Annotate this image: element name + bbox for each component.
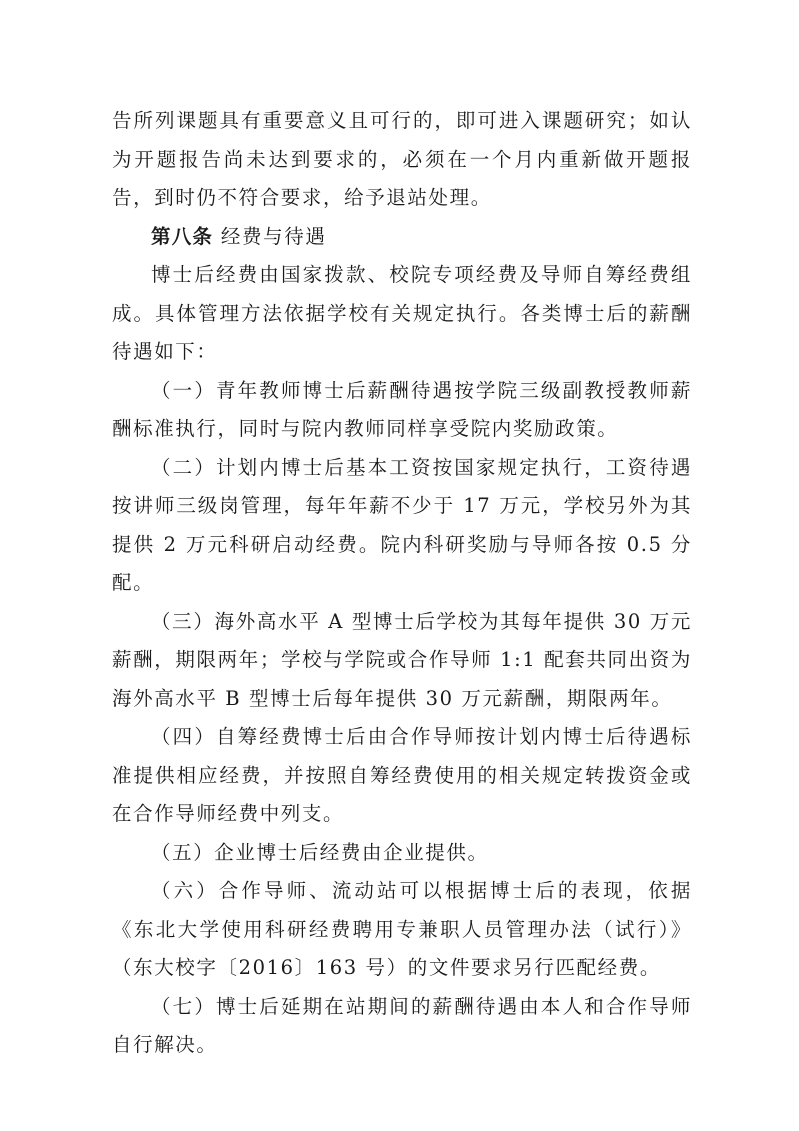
article-heading bbox=[112, 218, 692, 257]
article-number: 第八条 bbox=[151, 224, 214, 248]
list-item: （二）计划内博士后基本工资按国家规定执行，工资待遇按讲师三级岗管理，每年年薪不少于 17 万元，学校另外为其提供 2 万元科研启动经费。院内科研奖励与导师各按 0.5 分配。 bbox=[112, 455, 692, 594]
article-title: 经费与待遇 bbox=[220, 224, 327, 248]
list-item: （一）青年教师博士后薪酬待遇按学院三级副教授教师薪酬标准执行，同时与院内教师同样享受院内奖励政策。 bbox=[112, 378, 692, 440]
document-body bbox=[112, 102, 692, 1065]
intro-paragraph: 告所列课题具有重要意义且可行的，即可进入课题研究；如认为开题报告尚未达到要求的，必须在一个月内重新做开题报告，到时仍不符合要求，给予退站处理。 bbox=[112, 109, 692, 209]
list-item: （四）自筹经费博士后由合作导师按计划内博士后待遇标准提供相应经费，并按照自筹经费使用的相关规定转拨资金或在合作导师经费中列支。 bbox=[112, 725, 692, 825]
list-item: （六）合作导师、流动站可以根据博士后的表现，依据《东北大学使用科研经费聘用专兼职人员管理办法（试行）》（东大校字〔2016〕163 号）的文件要求另行匹配经费。 bbox=[112, 879, 692, 979]
list-item: （七）博士后延期在站期间的薪酬待遇由本人和合作导师自行解决。 bbox=[112, 994, 692, 1056]
general-paragraph: 博士后经费由国家拨款、校院专项经费及导师自筹经费组成。具体管理方法依据学校有关规定执行。各类博士后的薪酬待遇如下： bbox=[112, 263, 692, 363]
list-item: （五）企业博士后经费由企业提供。 bbox=[151, 840, 489, 864]
list-item: （三）海外高水平 A 型博士后学校为其每年提供 30 万元薪酬，期限两年；学校与学院或合作导师 1:1 配套共同出资为海外高水平 B 型博士后每年提供 30 万元薪酬，期限两年。 bbox=[112, 609, 692, 710]
